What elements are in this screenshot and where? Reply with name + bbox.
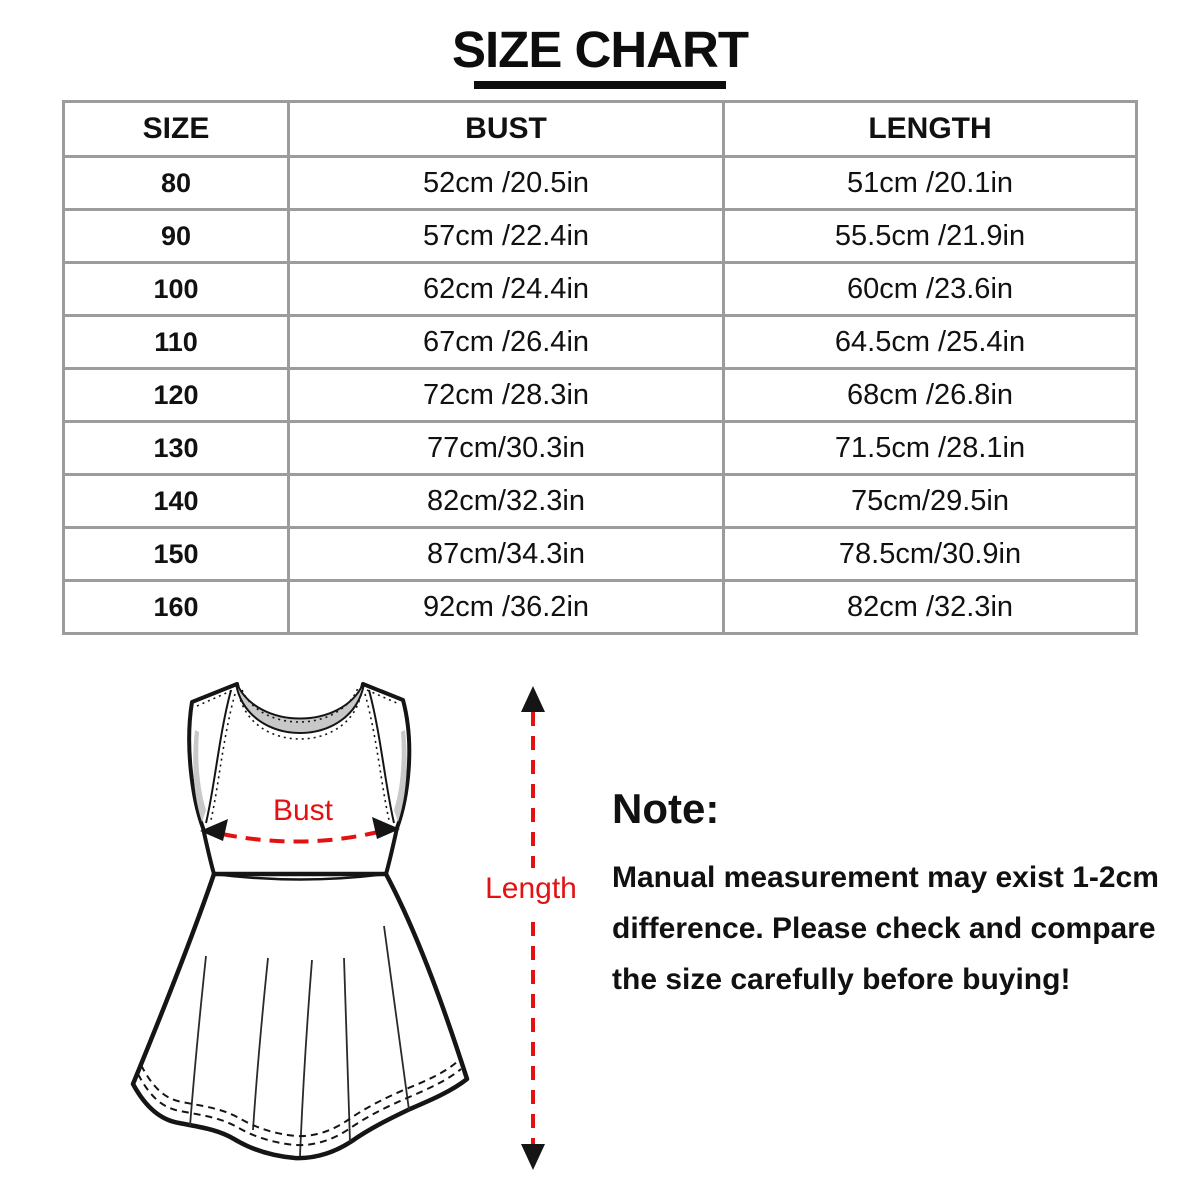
length-label: Length <box>485 872 577 905</box>
table-row <box>64 369 1137 422</box>
bust-column-header: BUST <box>289 102 724 157</box>
bust-cell: 92cm /36.2in <box>289 581 724 634</box>
size-cell: 130 <box>64 422 289 475</box>
length-cell: 68cm /26.8in <box>724 369 1137 422</box>
title-underline <box>474 81 726 89</box>
size-cell: 100 <box>64 263 289 316</box>
note-block <box>612 785 1159 1005</box>
length-cell: 82cm /32.3in <box>724 581 1137 634</box>
table-row <box>64 210 1137 263</box>
bust-cell: 57cm /22.4in <box>289 210 724 263</box>
length-cell: 64.5cm /25.4in <box>724 316 1137 369</box>
page-title: SIZE CHART <box>452 21 748 78</box>
table-row <box>64 475 1137 528</box>
bust-cell: 87cm/34.3in <box>289 528 724 581</box>
length-cell: 60cm /23.6in <box>724 263 1137 316</box>
size-cell: 160 <box>64 581 289 634</box>
table-row <box>64 316 1137 369</box>
dress-skirt-outline <box>133 874 467 1158</box>
table-row <box>64 157 1137 210</box>
size-cell: 140 <box>64 475 289 528</box>
note-heading: Note: <box>612 785 720 832</box>
dress-measurement-diagram <box>0 660 600 1200</box>
bust-cell: 82cm/32.3in <box>289 475 724 528</box>
size-cell: 150 <box>64 528 289 581</box>
table-row <box>64 263 1137 316</box>
table-row <box>64 422 1137 475</box>
length-column-header: LENGTH <box>724 102 1137 157</box>
note-line: difference. Please check and compare <box>612 912 1156 945</box>
size-chart-table <box>62 100 1138 635</box>
note-line: the size carefully before buying! <box>612 963 1071 996</box>
table-header-row <box>64 102 1137 157</box>
dress-bodice-outline <box>189 684 409 874</box>
table-row <box>64 581 1137 634</box>
size-column-header: SIZE <box>64 102 289 157</box>
length-arrowhead-bottom <box>521 1144 545 1170</box>
bust-label: Bust <box>272 794 334 827</box>
table-row <box>64 528 1137 581</box>
length-cell: 75cm/29.5in <box>724 475 1137 528</box>
length-cell: 51cm /20.1in <box>724 157 1137 210</box>
size-cell: 120 <box>64 369 289 422</box>
bust-cell: 52cm /20.5in <box>289 157 724 210</box>
size-cell: 110 <box>64 316 289 369</box>
bust-cell: 67cm /26.4in <box>289 316 724 369</box>
length-cell: 71.5cm /28.1in <box>724 422 1137 475</box>
note-line: Manual measurement may exist 1-2cm <box>612 861 1159 894</box>
length-cell: 55.5cm /21.9in <box>724 210 1137 263</box>
bust-cell: 62cm /24.4in <box>289 263 724 316</box>
size-cell: 90 <box>64 210 289 263</box>
length-arrowhead-top <box>521 686 545 712</box>
bust-cell: 77cm/30.3in <box>289 422 724 475</box>
bust-cell: 72cm /28.3in <box>289 369 724 422</box>
size-cell: 80 <box>64 157 289 210</box>
length-cell: 78.5cm/30.9in <box>724 528 1137 581</box>
